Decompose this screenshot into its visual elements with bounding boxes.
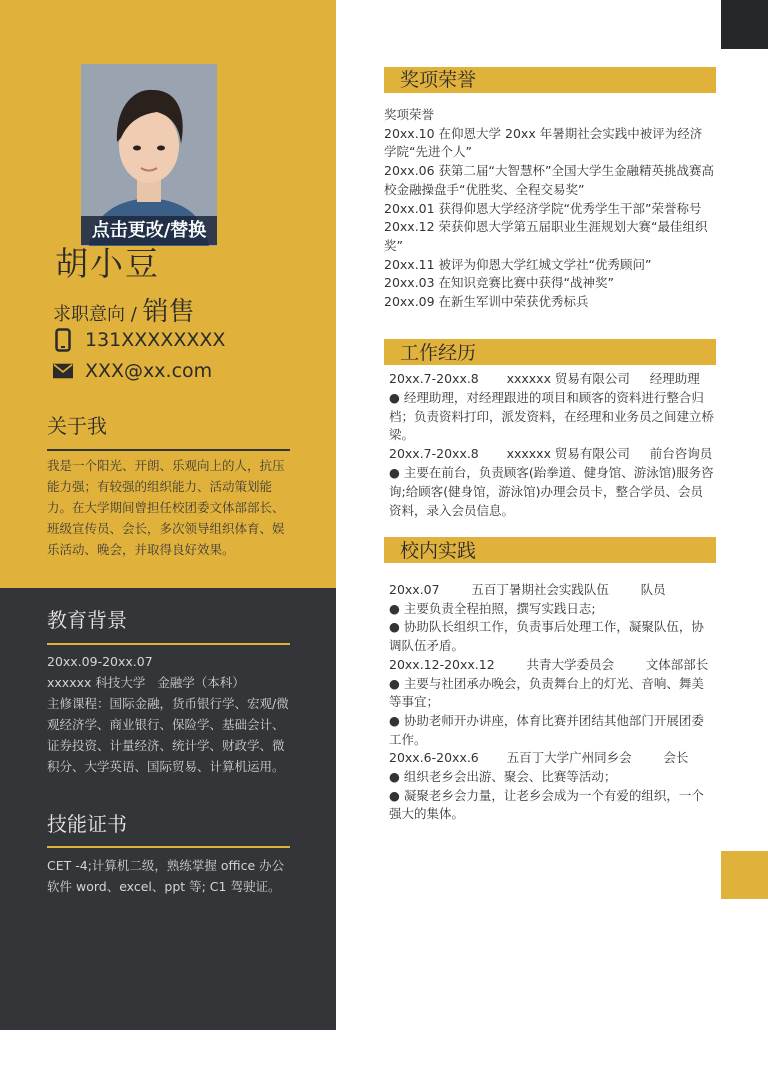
education-courses: 主修课程：国际金融，货币银行学、宏观/微观经济学、商业银行、保险学、基础会计、证券投资、计量经济、统计学、财政学、微积分、大学英语、国际贸易、计算机运用。 (47, 696, 289, 774)
list-item: ● 经理助理，对经理跟进的项目和顾客的资料进行整合归档；负责资料打印，派发资料，在经理和业务员之间建立桥梁。 (389, 389, 715, 443)
list-item: 20xx.12 荣获仰恩大学第五届职业生涯规划大赛“最佳组织奖” (384, 219, 708, 253)
education-body (47, 651, 293, 777)
work-title: 工作经历 (400, 342, 477, 364)
education-period: 20xx.09-20xx.07 (47, 654, 153, 669)
email-address: XXX@xx.com (85, 360, 213, 382)
list-item: 20xx.11 被评为仰恩大学红城文学社“优秀顾问” (384, 256, 652, 272)
list-item: 20xx.7-20xx.8 xxxxxx 贸易有限公司 经理助理 (389, 371, 700, 386)
list-item: 20xx.01 获得仰恩大学经济学院“优秀学生干部”荣誉称号 (384, 200, 702, 216)
list-item: 20xx.6-20xx.6 五百丁大学广州同乡会 会长 (389, 750, 689, 766)
email-row (53, 360, 212, 382)
list-item: ● 凝聚老乡会力量，让老乡会成为一个有爱的组织，一个强大的集体。 (389, 787, 704, 822)
list-item: 20xx.12-20xx.12 共青大学委员会 文体部部长 (389, 656, 709, 672)
skills-text: CET -4;计算机二级，熟练掌握 office 办公软件 word、excel、ppt 等; C1 驾驶证。 (47, 858, 285, 894)
list-item: ● 主要在前台，负责顾客(跆拳道、健身馆、游泳馆)服务咨询;给顾客(健身馆，游泳馆)办理会员卡，整合学员、会员资料，录入会员信息。 (389, 464, 714, 518)
job-intent (53, 291, 195, 328)
list-item: ● 主要负责全程拍照，撰写实践日志; (389, 600, 596, 616)
skills-title: 技能证书 (47, 812, 127, 836)
list-item: ● 协助队长组织工作，负责事后处理工作，凝聚队伍，协调队伍矛盾。 (389, 619, 704, 654)
photo-replace-button[interactable]: 点击更改/替换 (81, 216, 217, 245)
about-text: 我是一个阳光、开朗、乐观向上的人，抗压能力强；有较强的组织能力、活动策划能力。在大学期间曾担任校团委文体部部长、班级宣传员、会长，多次领导组织体育、娱乐活动、晚会，并取得良好效果。 (47, 458, 285, 557)
list-item: ● 协助老师开办讲座，体育比赛并团结其他部门开展团委工作。 (389, 712, 704, 747)
about-divider (47, 449, 290, 451)
phone-number: 131XXXXXXXX (85, 329, 226, 351)
education-school: xxxxxx 科技大学 金融学（本科） (47, 675, 245, 690)
list-item: 20xx.10 在仰恩大学 20xx 年暑期社会实践中被评为经济学院“先进个人” (384, 125, 703, 160)
education-title: 教育背景 (47, 608, 127, 632)
list-item: 20xx.09 在新生军训中荣获优秀标兵 (384, 294, 589, 310)
list-item: ● 组织老乡会出游、聚会、比赛等活动； (389, 769, 617, 785)
awards-title: 奖项荣誉 (400, 69, 477, 91)
phone-row (53, 328, 225, 352)
list-item: 20xx.7-20xx.8 xxxxxx 贸易有限公司 前台咨询员 (389, 446, 713, 462)
email-icon (53, 363, 73, 379)
phone-icon (53, 328, 73, 352)
campus-title: 校内实践 (400, 540, 477, 562)
about-title: 关于我 (47, 414, 107, 438)
awards-list (384, 106, 714, 312)
list-item: 20xx.03 在知识竞赛比赛中获得“战神奖” (384, 275, 615, 291)
education-divider (47, 643, 290, 645)
skills-divider (47, 846, 290, 848)
job-intent-value: 销售 (142, 297, 195, 327)
corner-block-gold (721, 851, 768, 899)
corner-block-dark (721, 0, 768, 49)
list-item: ● 主要与社团承办晚会，负责舞台上的灯光、音响、舞美等事宜； (389, 675, 704, 710)
candidate-name: 胡小豆 (55, 244, 160, 283)
list-item: 20xx.07 五百丁暑期社会实践队伍 队员 (389, 582, 666, 597)
list-item: 20xx.06 获第二届“大智慧杯”全国大学生金融精英挑战赛高校金融操盘手“优胜奖、全程交易奖” (384, 163, 715, 197)
job-intent-label: 求职意向 / (53, 304, 137, 325)
list-item: 奖项荣誉 (384, 107, 435, 122)
work-list (389, 370, 714, 520)
campus-list (389, 581, 714, 824)
